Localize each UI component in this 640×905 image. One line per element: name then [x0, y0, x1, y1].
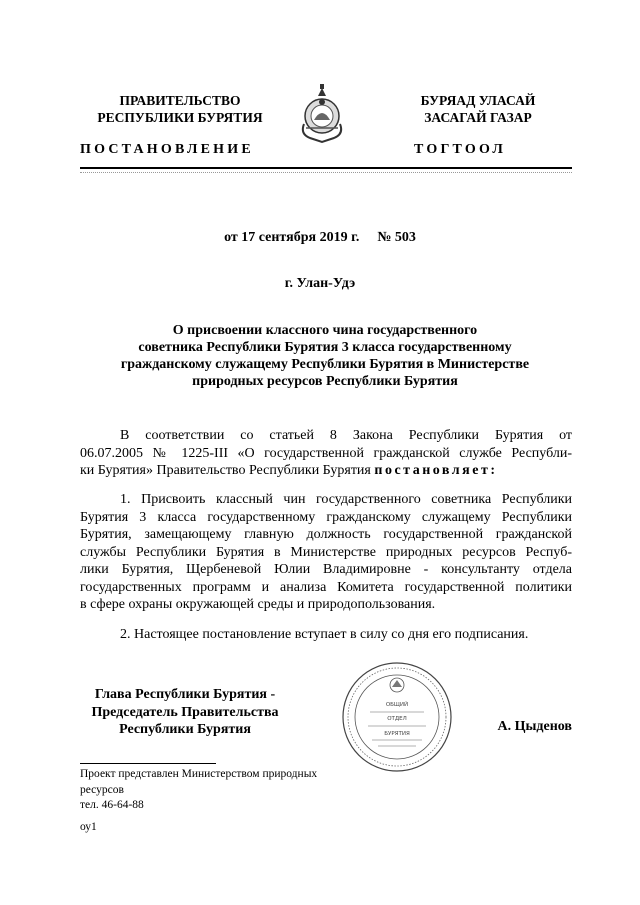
decree-date: от 17 сентября 2019 г. [224, 230, 360, 245]
header-right-authority [378, 92, 578, 126]
seal-text: ОТДЕЛ [387, 716, 407, 722]
paragraph-item-1 [80, 491, 572, 614]
document-code: оу1 [80, 821, 97, 833]
header-left-authority [80, 92, 280, 126]
title-line: гражданскому служащему Республики Бурятия в Министерстве [120, 357, 530, 372]
official-seal-stamp [340, 660, 454, 774]
header-divider-dotted [80, 172, 572, 173]
body-line: государственных программ и анализа Комитета государственной политики [80, 579, 572, 595]
title-line: природных ресурсов Республики Бурятия [192, 374, 458, 389]
decree-city: г. Улан-Удэ [284, 276, 356, 291]
body-line: лики Бурятия, Щербеневой Юлии Владимировне - консультанту отдела [80, 562, 572, 577]
body-line: В соответствии со статьей 8 Закона Республики Бурятия от [120, 428, 572, 443]
footer-line: ресурсов [80, 783, 124, 796]
signatory-line: Глава Республики Бурятия - [94, 687, 276, 702]
signatory-line: Республики Бурятия [119, 722, 251, 737]
header-left-line1: ПРАВИТЕЛЬСТВО [119, 93, 241, 108]
decree-title [110, 322, 540, 390]
signatory-title [80, 686, 290, 739]
decree-label-russian: ПОСТАНОВЛЕНИЕ [80, 142, 254, 157]
resolves-word: постановляет: [374, 463, 498, 478]
seal-text: БУРЯТИЯ [384, 731, 410, 737]
header-left-line2: РЕСПУБЛИКИ БУРЯТИЯ [97, 110, 263, 125]
title-line: О присвоении классного чина государственного [172, 323, 478, 338]
footer-line: тел. 46-64-88 [80, 799, 144, 811]
footer-note [80, 767, 400, 814]
body-line: в сфере охраны окружающей среды и природопользования. [80, 597, 436, 612]
preamble-text: ки Бурятия» Правительство Республики Бурятия [80, 463, 375, 478]
header-right-line1: БУРЯАД УЛАСАЙ [420, 93, 536, 108]
body-line: 1. Присвоить классный чин государственного советника Республики [120, 492, 572, 507]
header-right-line2: ЗАСАГАЙ ГАЗАР [424, 110, 532, 125]
body-line: 2. Настоящее постановление вступает в силу со дня его подписания. [120, 627, 529, 642]
seal-text: ОБЩИЙ [385, 702, 409, 708]
signatory-name: А. Цыденов [497, 719, 572, 734]
footer-divider [80, 763, 216, 764]
footer-line: Проект представлен Министерством природных [80, 768, 318, 780]
coat-of-arms-icon [296, 84, 348, 146]
body-line: Бурятия 3 класса государственному гражданскому служащему Республики [80, 509, 572, 525]
body-line: 06.07.2005 № 1225-III «О государственной гражданской службе Республи- [80, 445, 572, 461]
header-divider [80, 167, 572, 169]
body-line: службы Республики Бурятия в Министерстве природных ресурсов Респуб- [80, 544, 572, 560]
decree-number: № 503 [377, 230, 416, 245]
paragraph-preamble [80, 427, 572, 480]
decree-label-buryat: ТОГТООЛ [414, 142, 507, 157]
paragraph-item-2 [80, 626, 572, 644]
body-line [80, 462, 572, 480]
title-line: советника Республики Бурятия 3 класса государственному [138, 340, 512, 355]
signatory-line: Председатель Правительства [91, 704, 279, 720]
body-line: Бурятия, замещающему главную должность государственной гражданской [80, 527, 572, 542]
decree-date-number [0, 230, 640, 246]
